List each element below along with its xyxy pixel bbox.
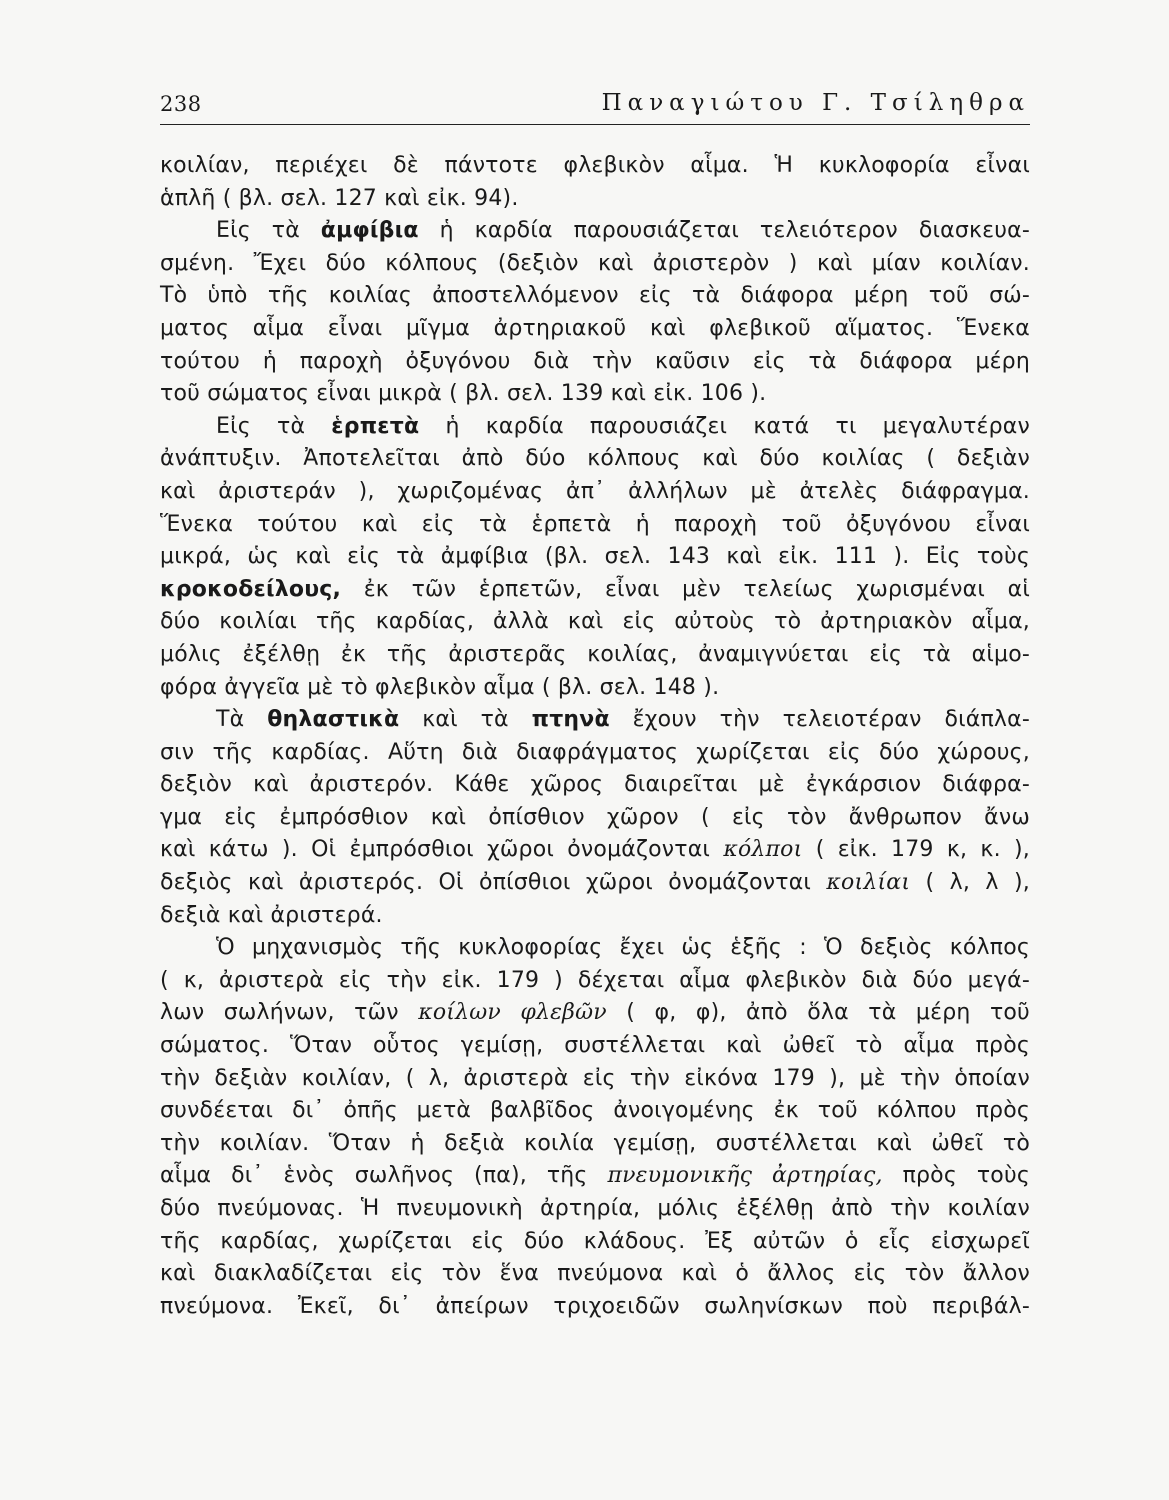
text-line <box>160 1291 1030 1324</box>
text-line <box>160 574 1030 607</box>
text-line <box>160 1193 1030 1226</box>
bold-term: θηλαστικὰ <box>267 707 400 733</box>
text-run: Τὸ ὑπὸ τῆς κοιλίας ἀποστελλόμενον εἰς τὰ διάφορα μέρη τοῦ σώ- <box>160 283 1030 309</box>
bold-term: ἀμφίβια <box>320 218 419 244</box>
text-line <box>160 411 1030 444</box>
text-line <box>160 704 1030 737</box>
text-line <box>160 443 1030 476</box>
text-run: τοῦ σώματος εἶναι μικρὰ ( βλ. σελ. 139 καὶ εἰκ. 106 ). <box>160 381 767 407</box>
text-run: Ὁ μηχανισμὸς τῆς κυκλοφορίας ἔχει ὡς ἑξῆς : Ὁ δεξιὸς κόλπος <box>216 935 1030 961</box>
italic-term: κοίλων φλεβῶν <box>418 1000 607 1026</box>
text-run: σμένη. Ἔχει δύο κόλπους (δεξιὸν καὶ ἀριστερὸν ) καὶ μίαν κοιλίαν. <box>160 250 1030 276</box>
text-run: ἁπλῆ ( βλ. σελ. 127 καὶ εἰκ. 94). <box>160 185 519 211</box>
text-run: ἔχουν τὴν τελειοτέραν διάπλα- <box>609 707 1030 733</box>
text-line <box>160 932 1030 965</box>
text-run: δύο κοιλίαι τῆς καρδίας, ἀλλὰ καὶ εἰς αὐτοὺς τὸ ἀρτηριακὸν αἷμα, <box>160 609 1030 635</box>
text-line <box>160 834 1030 867</box>
bold-term: πτηνὰ <box>531 707 610 733</box>
text-run: πνεύμονα. Ἐκεῖ, δι᾽ ἀπείρων τριχοειδῶν σωληνίσκων ποὺ περιβάλ- <box>160 1293 1030 1319</box>
text-run: ματος αἷμα εἶναι μῖγμα ἀρτηριακοῦ καὶ φλεβικοῦ αἵματος. Ἕνεκα <box>160 315 1030 341</box>
running-head: Παναγιώτου Γ. Τσίληθρα <box>601 90 1030 116</box>
text-line <box>160 965 1030 998</box>
italic-term: κόλποι <box>723 837 803 863</box>
text-run: δεξιὸν καὶ ἀριστερόν. Κάθε χῶρος διαιρεῖται μὲ ἐγκάρσιον διάφρα- <box>160 772 1030 798</box>
text-line <box>160 997 1030 1030</box>
text-line <box>160 639 1030 672</box>
text-line <box>160 215 1030 248</box>
text-run: μικρά, ὡς καὶ εἰς τὰ ἀμφίβια (βλ. σελ. 143 καὶ εἰκ. 111 ). Εἰς τοὺς <box>160 544 1030 570</box>
text-line <box>160 737 1030 770</box>
text-run: ( κ, ἀριστερὰ εἰς τὴν εἰκ. 179 ) δέχεται αἷμα φλεβικὸν διὰ δύο μεγά- <box>160 967 1030 993</box>
text-run: Εἰς τὰ <box>216 413 332 439</box>
text-line <box>160 1128 1030 1161</box>
text-line <box>160 541 1030 574</box>
text-run: κοιλίαν, περιέχει δὲ πάντοτε φλεβικὸν αἷμα. Ἡ κυκλοφορία εἶναι <box>160 153 1030 178</box>
text-run: φόρα ἀγγεῖα μὲ τὸ φλεβικὸν αἷμα ( βλ. σελ. 148 ). <box>160 674 720 700</box>
text-line <box>160 867 1030 900</box>
text-line <box>160 313 1030 346</box>
text-line <box>160 769 1030 802</box>
bold-term: κροκοδείλους, <box>160 576 342 602</box>
text-run: ἡ καρδία παρουσιάζει κατά τι μεγαλυτέραν <box>419 413 1030 439</box>
text-run: μόλις ἐξέλθῃ ἐκ τῆς ἀριστερᾶς κοιλίας, ἀναμιγνύεται εἰς τὰ αἱμο- <box>160 641 1030 667</box>
text-run: Τὰ <box>216 707 268 733</box>
text-run: καὶ διακλαδίζεται εἰς τὸν ἕνα πνεύμονα καὶ ὁ ἄλλος εἰς τὸν ἄλλον <box>160 1261 1030 1287</box>
body-text <box>160 150 1030 1323</box>
text-line <box>160 1030 1030 1063</box>
text-run: τῆς καρδίας, χωρίζεται εἰς δύο κλάδους. Ἐξ αὐτῶν ὁ εἷς εἰσχωρεῖ <box>160 1228 1030 1254</box>
text-run: σιν τῆς καρδίας. Αὕτη διὰ διαφράγματος χωρίζεται εἰς δύο χώρους, <box>160 739 1030 765</box>
bold-term: ἑρπετὰ <box>331 413 420 439</box>
text-line <box>160 378 1030 411</box>
text-line <box>160 1160 1030 1193</box>
text-run: Ἕνεκα τούτου καὶ εἰς τὰ ἑρπετὰ ἡ παροχὴ τοῦ ὀξυγόνου εἶναι <box>160 511 1030 537</box>
text-run: καὶ ἀριστεράν ), χωριζομένας ἀπ᾽ ἀλλήλων μὲ ἀτελὲς διάφραγμα. <box>160 478 1030 504</box>
text-run: δύο πνεύμονας. Ἡ πνευμονικὴ ἀρτηρία, μόλις ἐξέλθῃ ἀπὸ τὴν κοιλίαν <box>160 1196 1030 1221</box>
text-line <box>160 476 1030 509</box>
italic-term: κοιλίαι <box>826 870 911 896</box>
text-line <box>160 150 1030 183</box>
text-run: Εἰς τὰ <box>216 218 321 244</box>
text-run: ἐκ τῶν ἑρπετῶν, εἶναι μὲν τελείως χωρισμέναι αἱ <box>341 576 1030 602</box>
text-run: τὴν κοιλίαν. Ὅταν ἡ δεξιὰ κοιλία γεμίσῃ, συστέλλεται καὶ ὠθεῖ τὸ <box>160 1130 1030 1156</box>
text-run: καὶ κάτω ). Οἱ ἐμπρόσθιοι χῶροι ὀνομάζονται <box>160 837 724 863</box>
page-header <box>160 88 1030 122</box>
text-run: τούτου ἡ παροχὴ ὀξυγόνου διὰ τὴν καῦσιν εἰς τὰ διάφορα μέρη <box>160 348 1030 374</box>
text-run: γμα εἰς ἐμπρόσθιον καὶ ὀπίσθιον χῶρον ( εἰς τὸν ἄνθρωπον ἄνω <box>160 804 1030 830</box>
header-rule <box>160 124 1030 125</box>
text-line <box>160 606 1030 639</box>
page-number: 238 <box>160 92 202 116</box>
text-run: ἀνάπτυξιν. Ἀποτελεῖται ἀπὸ δύο κόλπους καὶ δύο κοιλίας ( δεξιὰν <box>160 446 1030 472</box>
text-line <box>160 1226 1030 1259</box>
text-run: πρὸς τοὺς <box>882 1163 1030 1189</box>
text-line <box>160 900 1030 933</box>
text-line <box>160 1258 1030 1291</box>
text-line <box>160 346 1030 379</box>
text-run: λων σωλήνων, τῶν <box>160 1000 419 1026</box>
text-run: ( λ, λ ), <box>910 870 1030 896</box>
text-run: καὶ τὰ <box>399 707 532 733</box>
text-line <box>160 183 1030 216</box>
text-run: συνδέεται δι᾽ ὀπῆς μετὰ βαλβῖδος ἀνοιγομένης ἐκ τοῦ κόλπου πρὸς <box>160 1098 1030 1124</box>
text-line <box>160 672 1030 705</box>
text-run: δεξιὸς καὶ ἀριστερός. Οἱ ὀπίσθιοι χῶροι ὀνομάζονται <box>160 870 827 896</box>
italic-term: πνευμονικῆς ἀρτηρίας, <box>607 1163 883 1189</box>
text-line <box>160 248 1030 281</box>
text-line <box>160 1063 1030 1096</box>
text-line <box>160 280 1030 313</box>
text-run: ἡ καρδία παρουσιάζεται τελειότερον διασκευα- <box>418 218 1030 244</box>
text-line <box>160 509 1030 542</box>
text-line <box>160 1095 1030 1128</box>
text-run: αἷμα δι᾽ ἑνὸς σωλῆνος (πα), τῆς <box>160 1163 608 1189</box>
text-run: σώματος. Ὅταν οὗτος γεμίσῃ, συστέλλεται καὶ ὠθεῖ τὸ αἷμα πρὸς <box>160 1033 1030 1059</box>
text-run: τὴν δεξιὰν κοιλίαν, ( λ, ἀριστερὰ εἰς τὴν εἰκόνα 179 ), μὲ τὴν ὁποίαν <box>160 1065 1030 1091</box>
text-run: ( εἰκ. 179 κ, κ. ), <box>802 837 1030 863</box>
text-run: δεξιὰ καὶ ἀριστερά. <box>160 902 383 928</box>
text-line <box>160 802 1030 835</box>
text-run: ( φ, φ), ἀπὸ ὅλα τὰ μέρη τοῦ <box>606 1000 1030 1026</box>
